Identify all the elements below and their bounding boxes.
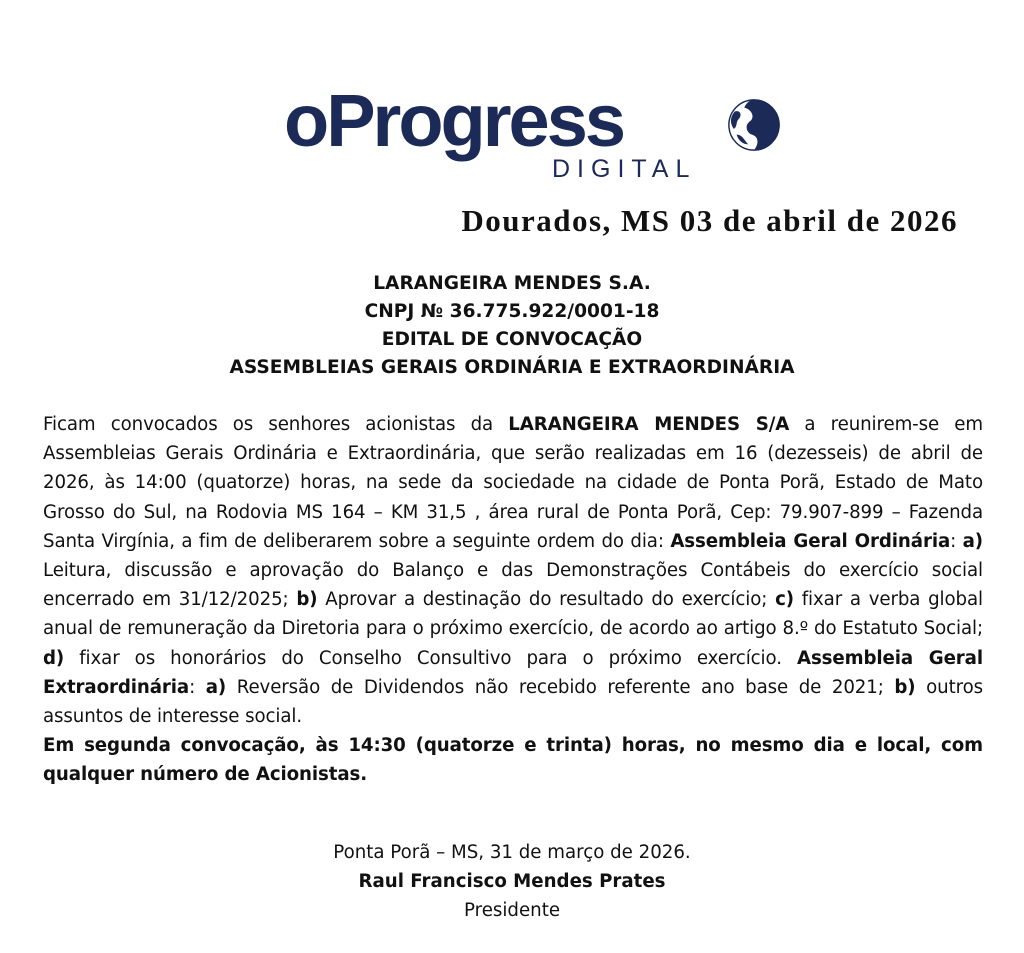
agenda-item-marker: a): [962, 530, 984, 552]
meeting-type: ASSEMBLEIAS GERAIS ORDINÁRIA E EXTRAORDINÁRIA: [229, 357, 795, 378]
signatory-title: Presidente: [463, 900, 561, 921]
text-run: :: [950, 530, 963, 552]
company-name: LARANGEIRA MENDES S.A.: [373, 273, 651, 294]
signature-block: [0, 838, 1024, 925]
agenda-item-text: Aprovar a destinação do resultado do exercício;: [317, 589, 776, 611]
place-date: Ponta Porã – MS, 31 de março de 2026.: [333, 842, 691, 863]
globe-icon: [725, 96, 783, 154]
logo-subtitle: DIGITAL: [552, 155, 697, 183]
second-call-paragraph: Em segunda convocação, às 14:30 (quatorze e trinta) horas, no mesmo dia e local, com qualquer número de Acionistas.: [43, 735, 983, 786]
agenda-item-text: Reversão de Dividendos não recebido referente ano base de 2021;: [226, 676, 895, 698]
text-run: Ficam convocados os senhores acionistas da: [43, 414, 509, 435]
extraordinary-assembly-label: Assembleia Geral Extraordinária: [43, 647, 983, 698]
notice-type: EDITAL DE CONVOCAÇÃO: [381, 329, 643, 350]
agenda-item-marker: c): [775, 589, 794, 611]
agenda-item-text: outros assuntos de interesse social.: [43, 676, 983, 728]
text-run: a reunirem-se em Assembleias Gerais Ordinária e Extraordinária, que serão realizadas em 16 (dezesseis) de abril de 2026, às 14:00 (quatorze) horas, na sede da sociedade na cidade de Ponta Porã, Estado de Mato Grosso do Sul, na Rodovia MS 164 – KM 31,5 , área rural de Ponta Porã, Cep: 79.907-899 – Fazenda Santa Virgínia, a fim de deliberarem sobre a seguinte ordem do dia:: [43, 414, 983, 552]
agenda-item-text: fixar os honorários do Conselho Consultivo para o próximo exercício.: [64, 647, 797, 669]
agenda-item-marker: d): [43, 647, 65, 669]
company-mention: LARANGEIRA MENDES S/A: [508, 414, 790, 435]
dateline: Dourados, MS 03 de abril de 2026: [461, 203, 958, 238]
convocation-paragraph: [43, 410, 983, 731]
agenda-item-marker: b): [296, 589, 318, 611]
notice-body: [43, 410, 983, 790]
logo-wordmark: oProgress: [284, 79, 624, 162]
agenda-item-marker: b): [894, 676, 916, 698]
logo: [284, 79, 794, 184]
signatory-name: Raul Francisco Mendes Prates: [358, 871, 666, 892]
agenda-item-marker: a): [205, 676, 227, 698]
company-cnpj: CNPJ № 36.775.922/0001-18: [364, 301, 660, 322]
agenda-item-text: Leitura, discussão e aprovação do Balanço e das Demonstrações Contábeis do exercício social encerrado em 31/12/2025;: [43, 560, 983, 611]
text-run: :: [189, 676, 206, 698]
agenda-item-text: fixar a verba global anual de remuneração da Diretoria para o próximo exercício, de acordo ao artigo 8.º do Estatuto Social;: [43, 589, 983, 640]
ordinary-assembly-label: Assembleia Geral Ordinária: [670, 530, 951, 552]
notice-heading: [0, 270, 1024, 382]
